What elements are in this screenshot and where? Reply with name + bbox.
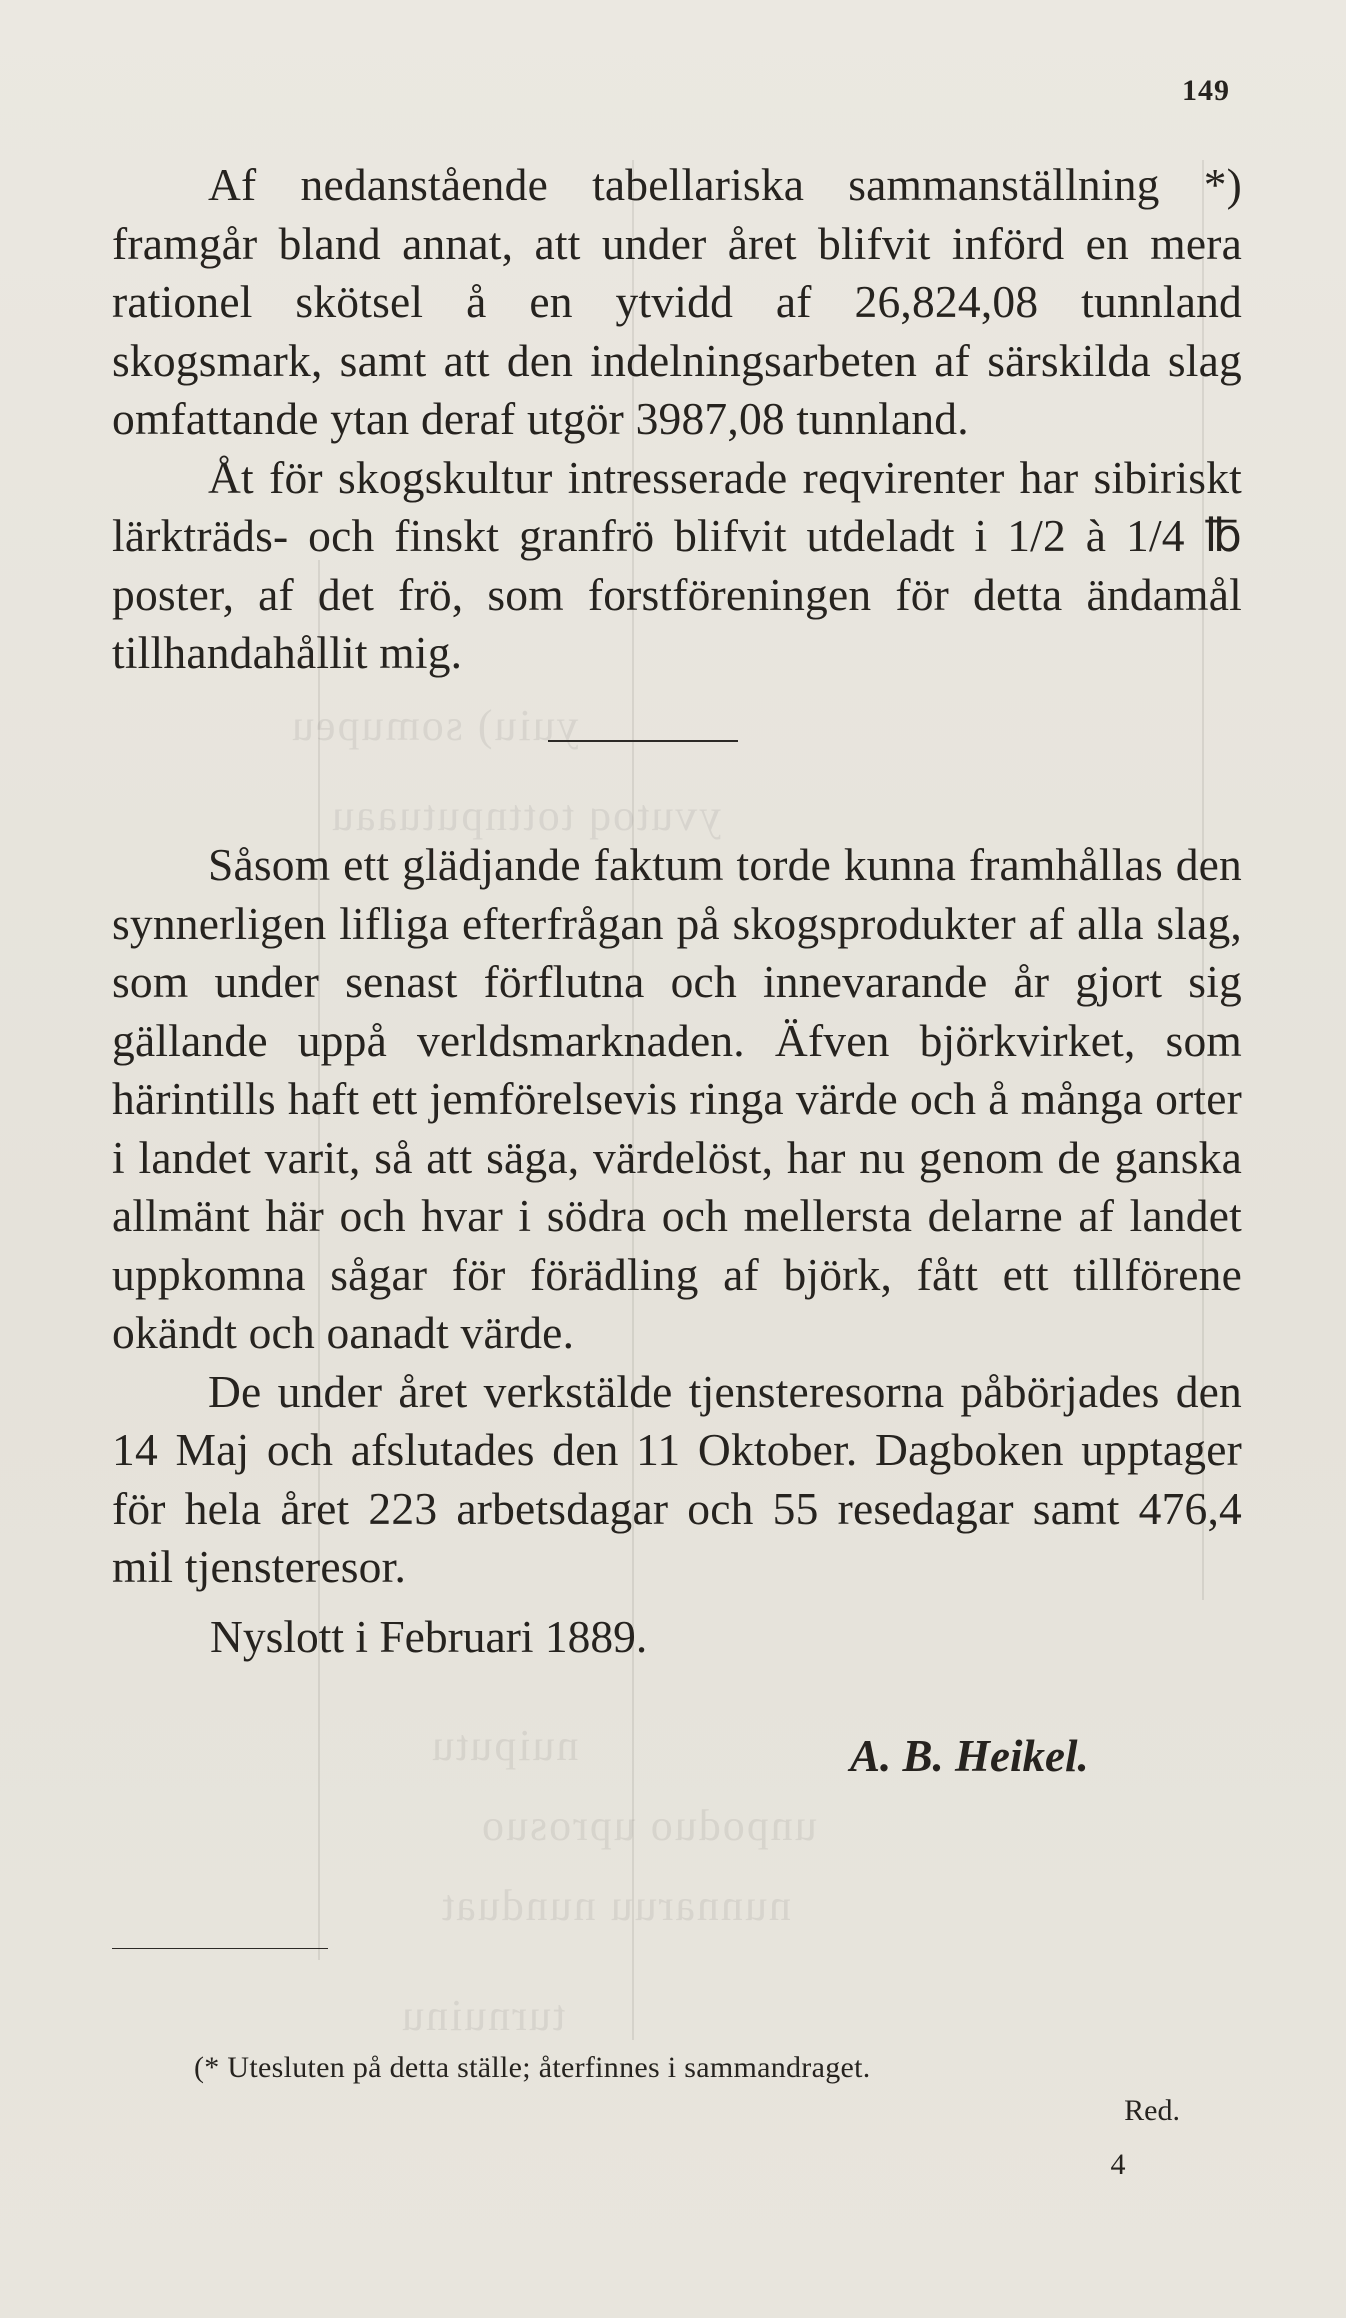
footnote-editor-mark: Red. <box>1124 2094 1180 2127</box>
paragraph-official-journeys: De under året verkstälde tjensteresorna påbörjades den 14 Maj och afslutades den 11 Oktober. Dagboken upptager för hela året 223 arbetsdagar och 55 resedagar samt 476,4 mil tjensteresor. <box>112 1365 1242 1592</box>
paragraph-seed-distribution: Åt för skogskultur intresserade reqvirenter har sibiriskt lärkträds- och finskt granfrö blifvit utdeladt i 1/2 à 1/4 ℔ poster, af det frö, som forstföreningen för detta ändamål tillhandahållit mig. <box>112 451 1242 678</box>
paragraph-forest-management: Af nedanstående tabellariska sammanställning *) framgår bland annat, att under året blifvit införd en mera rationel skötsel å en ytvidd af 26,824,08 tunnland skogsmark, samt att den indelningsarbeten af särskilda slag omfattande ytan deraf utgör 3987,08 tunnland. <box>112 159 1242 444</box>
bleed-through-decoration: yuiu) somupeu <box>290 701 579 750</box>
bleed-through-decoration: turnuinu <box>400 1991 566 2040</box>
body-text <box>112 156 1242 683</box>
page-number: 149 <box>1182 74 1230 107</box>
footnote-divider <box>112 1948 328 1949</box>
section-divider <box>548 740 738 742</box>
footnote: (* Utesluten på detta ställe; återfinnes i sammandraget. <box>194 2051 871 2084</box>
place-and-date: Nyslott i Februari 1889. <box>210 1611 648 1662</box>
bleed-through-decoration: nuiputu <box>430 1721 579 1770</box>
bleed-through-decoration: unpoduo uprosuo <box>480 1801 817 1850</box>
paragraph-market-demand: Såsom ett glädjande faktum torde kunna framhållas den synnerligen lifliga efterfrågan på skogsprodukter af alla slag, som under senast förflutna och innevarande år gjort sig gällande uppå verldsmarknaden. Äfven björkvirket, som härintills haft ett jemförelsevis ringa värde och å många orter i landet varit, så att säga, värdelöst, har nu genom de ganska allmänt här och hvar i södra och mellersta delarne af landet uppkomna sågar för förädling af björk, fått ett tillförene okändt och oanadt värde. <box>112 839 1242 1358</box>
bleed-through-decoration: nunnaruu nunduat <box>440 1881 791 1930</box>
bleed-through-decoration: yvutoq tottnputuaau <box>330 791 722 840</box>
author-signature: A. B. Heikel. <box>850 1731 1089 1781</box>
body-text-continued <box>112 836 1242 1597</box>
printer-signature-mark: 4 <box>1110 2148 1126 2181</box>
